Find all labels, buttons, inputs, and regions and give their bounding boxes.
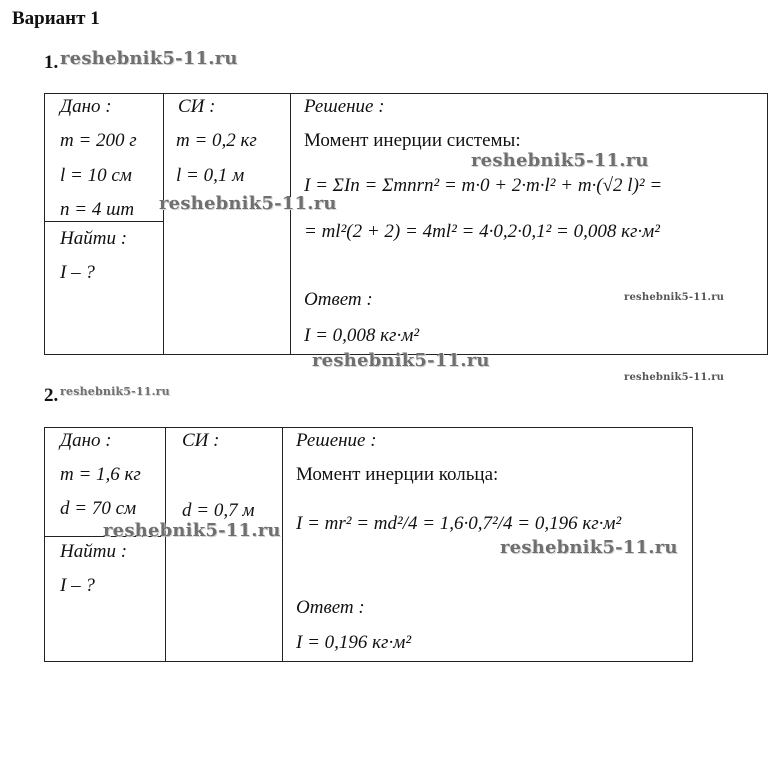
given-line: d = 70 см (60, 498, 137, 519)
watermark: reshebnik5-11.ru (60, 385, 170, 398)
watermark: reshebnik5-11.ru (624, 292, 725, 303)
watermark: reshebnik5-11.ru (159, 193, 337, 214)
given-line: l = 10 см (60, 165, 132, 186)
answer-header: Ответ : (296, 597, 365, 618)
si-line: m = 0,2 кг (176, 130, 257, 151)
problem-2-number: 2. (44, 385, 59, 406)
answer-header: Ответ : (304, 289, 373, 310)
find-header: Найти : (60, 541, 128, 562)
column-divider (282, 427, 283, 661)
si-header: СИ : (182, 430, 220, 451)
watermark: reshebnik5-11.ru (471, 150, 649, 171)
problem-1-number: 1. (44, 52, 59, 73)
watermark: reshebnik5-11.ru (60, 48, 238, 69)
find-value: I – ? (60, 262, 95, 283)
given-header: Дано : (60, 430, 112, 451)
watermark: reshebnik5-11.ru (312, 350, 490, 371)
given-header: Дано : (60, 96, 112, 117)
column-divider (290, 93, 291, 354)
equation-line: I = ΣIn = Σmnrn² = m·0 + 2·m·l² + m·(√2 l)² = (304, 175, 663, 196)
answer-value: I = 0,008 кг·м² (304, 325, 420, 346)
find-header: Найти : (60, 228, 128, 249)
given-line: m = 200 г (60, 130, 137, 151)
si-line: d = 0,7 м (182, 500, 255, 521)
equation-line: = ml²(2 + 2) = 4ml² = 4·0,2·0,1² = 0,008 кг·м² (304, 221, 660, 242)
watermark: reshebnik5-11.ru (103, 520, 281, 541)
find-value: I – ? (60, 575, 95, 596)
equation-line: I = mr² = md²/4 = 1,6·0,7²/4 = 0,196 кг·м² (296, 513, 622, 534)
si-line: l = 0,1 м (176, 165, 245, 186)
solution-text: Момент инерции системы: (304, 130, 521, 151)
si-header: СИ : (178, 96, 216, 117)
answer-value: I = 0,196 кг·м² (296, 632, 412, 653)
solution-text: Момент инерции кольца: (296, 464, 499, 485)
solution-header: Решение : (304, 96, 385, 117)
solution-header: Решение : (296, 430, 377, 451)
page-title: Вариант 1 (12, 8, 100, 29)
column-divider (165, 427, 166, 661)
watermark: reshebnik5-11.ru (624, 372, 725, 383)
given-line: m = 1,6 кг (60, 464, 141, 485)
given-line: n = 4 шт (60, 199, 135, 220)
row-divider (44, 221, 164, 222)
watermark: reshebnik5-11.ru (500, 537, 678, 558)
column-divider (163, 93, 164, 354)
